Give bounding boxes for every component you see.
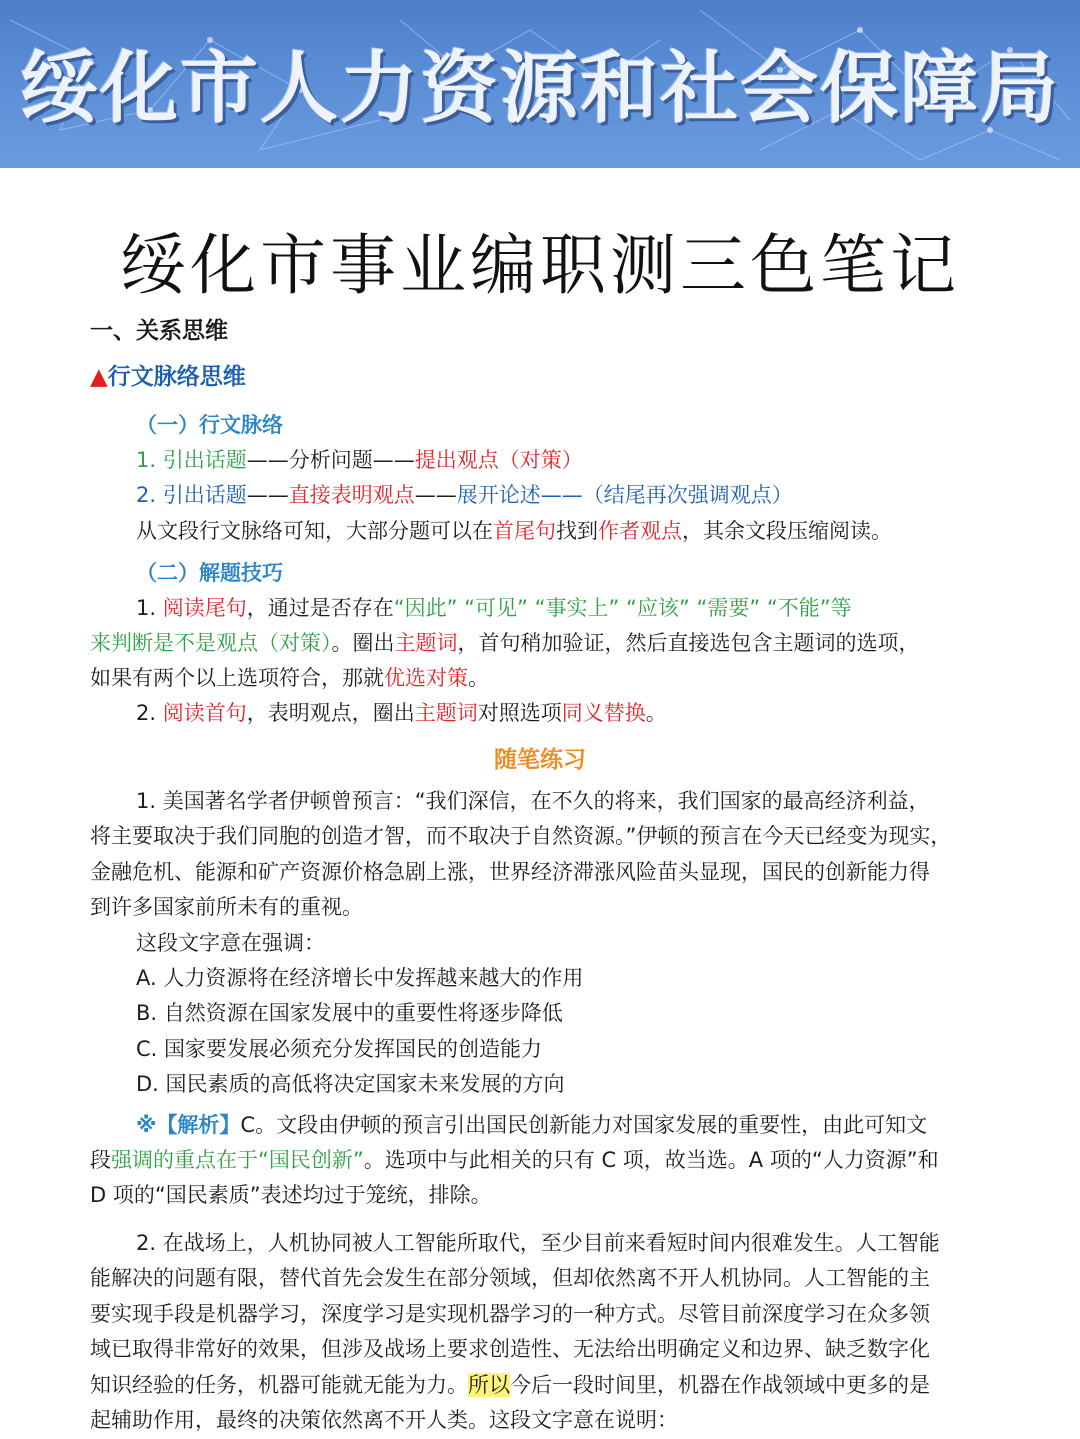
summary-text-e: ，其余文段压缩阅读。: [682, 519, 892, 543]
tip1-prefer-text: 如果有两个以上选项符合，那就: [90, 666, 384, 690]
flow2-step-a: 2. 引出话题: [136, 483, 247, 507]
tip1-judge-text: 来判断是不是观点（对策）: [90, 631, 332, 655]
tip2-keyword: 阅读首句: [162, 701, 247, 725]
q1-option-d: D. 国民素质的高低将决定国家未来发展的方向: [136, 1072, 565, 1096]
flow-line-1: [136, 445, 583, 475]
header-banner: [0, 0, 1080, 168]
flow2-step-c: 直接表明观点: [288, 483, 415, 507]
q1-line-3: 金融危机、能源和矿产资源价格急剧上涨，世界经济滞涨风险苗头显现，国民的创新能力得: [90, 860, 930, 884]
analysis-tag: ※【解析】: [136, 1113, 241, 1137]
section-heading: 一、关系思维: [90, 318, 228, 344]
analysis-text-1: C。文段由伊顿的预言引出国民创新能力对国家发展的重要性，由此可知文: [240, 1113, 928, 1137]
tip1-topic-word: 主题词: [394, 631, 458, 655]
tip1-verify-text: ，首句稍加验证，然后直接选包含主题词的选项，: [457, 631, 920, 655]
tip1-circle-text: 。圈出: [331, 631, 395, 655]
part1-heading: （一）行文脉络: [136, 413, 283, 437]
part2-heading: （二）解题技巧: [136, 561, 283, 585]
q1-analysis-line-1: [136, 1110, 927, 1140]
q2-line-3: 要实现手段是机器学习，深度学习是实现机器学习的一种方式。尽管目前深度学习在众多领: [90, 1302, 930, 1326]
q2-line-6: 起辅助作用，最终的决策依然离不开人类。这段文字意在说明：: [90, 1408, 678, 1432]
tip1-line-1: [136, 593, 852, 623]
q2-line-4: 域已取得非常好的效果，但涉及战场上要求创造性、无法给出明确定义和边界、缺乏数字化: [90, 1337, 930, 1361]
q2-highlight-word: 所以: [468, 1373, 510, 1397]
analysis-emphasis: 强调的重点在于: [111, 1148, 258, 1172]
tip2-topic-word: 主题词: [414, 701, 478, 725]
tip2-compare-text: 对照选项: [477, 701, 562, 725]
flow2-dash-1: ——: [246, 483, 289, 507]
q2-line-2: 能解决的问题有限，替代首先会发生在部分领域，但却依然离不开人机协同。人工智能的主: [90, 1266, 930, 1290]
practice-heading: 随笔练习: [494, 747, 586, 773]
analysis-keyword: “国民创新”: [258, 1148, 364, 1172]
q1-stem: 这段文字意在强调：: [136, 931, 325, 955]
q1-analysis-line-3: D 项的“国民素质”表述均过于笼统，排除。: [90, 1183, 492, 1207]
document-title: 绥化市事业编职测三色笔记: [120, 227, 960, 304]
subsection-heading-text: 行文脉络思维: [107, 364, 246, 390]
subsection-heading: [90, 362, 246, 392]
analysis-text-2a: 段: [90, 1148, 111, 1172]
q2-line5-text-c: 今后一段时间里，机器在作战领域中更多的是: [510, 1373, 930, 1397]
flow2-dash-2: ——: [414, 483, 457, 507]
analysis-text-2d: 。选项中与此相关的只有 C 项，故当选。A 项的“人力资源”和: [363, 1148, 939, 1172]
flow2-step-e: 展开论述——（结尾再次强调观点）: [456, 483, 793, 507]
tip1-signal-words: “因此” “可见” “事实上” “应该” “需要” “不能”等: [393, 596, 852, 620]
q2-line-5: [90, 1370, 930, 1400]
q1-analysis-line-2: [90, 1145, 939, 1175]
tip2-synonym-keyword: 同义替换: [561, 701, 646, 725]
triangle-marker-icon: ▲: [90, 364, 108, 390]
q2-line5-text-a: 知识经验的任务，机器可能就无能为力。: [90, 1373, 468, 1397]
tip1-line-3: [90, 663, 489, 693]
tip2-number: 2.: [136, 701, 163, 725]
q2-line-1: 2. 在战场上，人机协同被人工智能所取代，至少目前来看短时间内很难发生。人工智能: [136, 1231, 940, 1255]
banner-title: 绥化市人力资源和社会保障局: [19, 44, 1060, 134]
q1-line-1: 1. 美国著名学者伊顿曾预言：“我们深信，在不久的将来，我们国家的最高经济利益，: [136, 789, 930, 813]
flow-line-2: [136, 480, 793, 510]
tip1-line-2: [90, 628, 920, 658]
tip2-end-punct: 。: [645, 701, 667, 725]
q1-option-a: A. 人力资源将在经济增长中发挥越来越大的作用: [136, 966, 584, 990]
q1-option-c: C. 国家要发展必须充分发挥国民的创造能力: [136, 1037, 543, 1061]
flow1-step-c: 提出观点（对策）: [414, 448, 583, 472]
summary-text-a: 从文段行文脉络可知，大部分题可以在: [136, 519, 493, 543]
summary-text-c: 找到: [556, 519, 598, 543]
summary-keyword-1: 首尾句: [493, 519, 556, 543]
tip2-line: [136, 698, 667, 728]
q1-line-2: 将主要取决于我们同胞的创造才智，而不取决于自然资源。”伊顿的预言在今天已经变为现实，: [90, 824, 952, 848]
summary-keyword-2: 作者观点: [598, 519, 682, 543]
flow1-step-b: ——分析问题——: [246, 448, 415, 472]
tip1-number: 1.: [136, 596, 163, 620]
q1-line-4: 到许多国家前所未有的重视。: [90, 895, 363, 919]
flow1-step-a: 1. 引出话题: [136, 448, 247, 472]
tip1-keyword: 阅读尾句: [162, 596, 247, 620]
summary-line: [136, 516, 892, 546]
tip1-end-punct: 。: [468, 666, 489, 690]
tip1-text: ，通过是否存在: [246, 596, 394, 620]
q1-option-b: B. 自然资源在国家发展中的重要性将逐步降低: [136, 1001, 563, 1025]
tip1-prefer-keyword: 优选对策: [384, 666, 468, 690]
tip2-text: ，表明观点，圈出: [246, 701, 415, 725]
